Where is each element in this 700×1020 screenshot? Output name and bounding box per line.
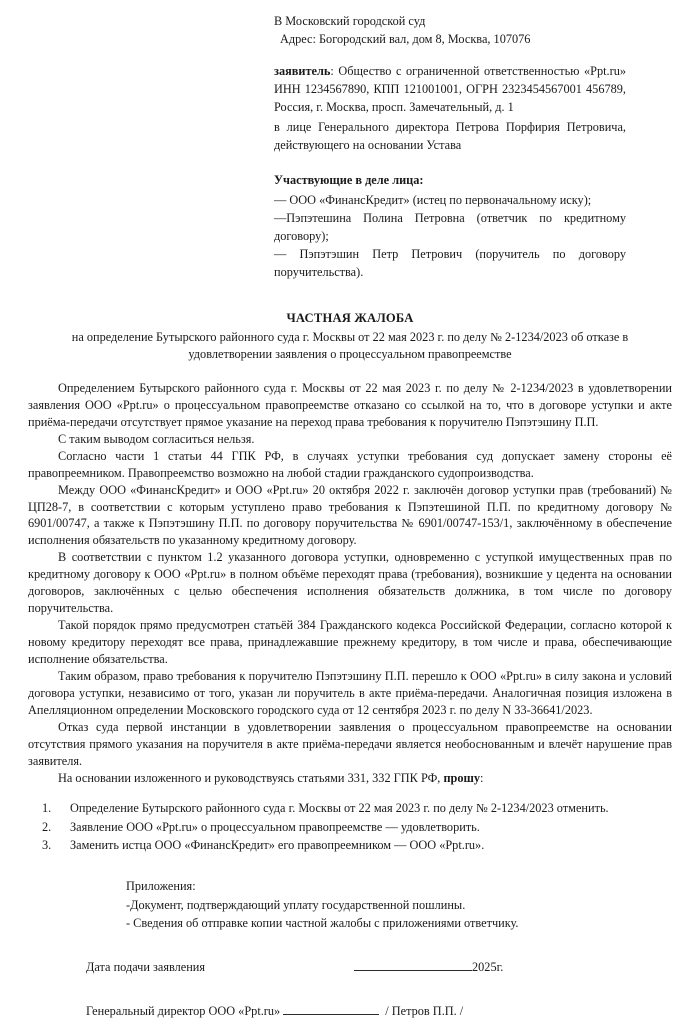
body-paragraph-3: Согласно части 1 статьи 44 ГПК РФ, в случаях уступки требования суд допускает замену стороны её правопреемником. Правопреемство возможно на любой стадии гражданского судопроизводства. bbox=[28, 448, 672, 480]
court-name: В Московский городской суд bbox=[274, 14, 426, 28]
list-item bbox=[42, 836, 672, 855]
document-header bbox=[274, 0, 626, 281]
signature-date-label: Дата подачи заявления bbox=[86, 960, 206, 975]
body-paragraph-1: Определением Бутырского районного суда г. Москвы от 22 мая 2023 г. по делу № 2-1234/2023 в удовлетворении заявления ООО «Ppt.ru» о процессуальном правопреемстве отказано со ссылкой на то, что в договоре уступки и акте приёма-передачи отсутствует прямое указание на переход права требования к поручителю Пэпэтэшину П.П. bbox=[28, 380, 672, 429]
attachments-block bbox=[126, 877, 672, 933]
applicant-details: : Общество с ограниченной ответственностью «Ppt.ru» ИНН 1234567890, КПП 121001001, ОГРН 2323454567001 456789, Россия, г. Москва, просп. Замечательный, д. 1 bbox=[274, 64, 626, 115]
claim-number: 1. bbox=[42, 800, 52, 815]
signatory-name: / Петров П.П. / bbox=[385, 1004, 464, 1019]
body-paragraph-7: Таким образом, право требования к поручителю Пэпэтэшину П.П. перешло к ООО «Ppt.ru» в силу закона и условий договора уступки, независимо от того, указан ли поручитель в акте приёма-передачи. Аналогичная позиция изложена в Апелляционном определении Московского городского суда от 12 сентября 2023 г. по делу N 33-36641/2023. bbox=[28, 669, 672, 718]
applicant-director: в лице Генерального директора Петрова Порфирия Петровича, действующего на основании Устава bbox=[274, 120, 626, 153]
list-item bbox=[42, 799, 672, 818]
party-item: — Пэпэтэшин Петр Петрович (поручитель по договору поручительства). bbox=[274, 246, 626, 279]
date-blank-line bbox=[354, 960, 472, 971]
claim-text: Заменить истца ООО «ФинансКредит» его правопреемником — ООО «Ppt.ru». bbox=[70, 838, 485, 853]
claim-text: Заявление ООО «Ppt.ru» о процессуальном правопреемстве — удовлетворить. bbox=[70, 819, 480, 834]
claim-number: 2. bbox=[42, 819, 52, 834]
body-paragraph-request bbox=[28, 770, 672, 787]
court-address: Адрес: Богородский вал, дом 8, Москва, 107076 bbox=[280, 32, 531, 47]
parties-title: Участвующие в деле лица: bbox=[274, 173, 424, 188]
body-paragraph-5: В соответствии с пунктом 1.2 указанного договора уступки, одновременно с уступкой имущественных прав по кредитному договору к ООО «Ppt.ru» в полном объёме переходят права (требования), возникшие у цедента на основании договоров, заключённых с целью обеспечения исполнения обязательств должника, в том числе по договору поручительства. bbox=[28, 550, 672, 616]
request-prefix: На основании изложенного и руководствуясь статьями 331, 332 ГПК РФ, bbox=[58, 771, 444, 785]
signature-date-row bbox=[86, 959, 672, 977]
signature-date-value bbox=[354, 959, 503, 976]
attachments-title: Приложения: bbox=[126, 879, 196, 894]
attachment-item: -Документ, подтверждающий уплату государственной пошлины. bbox=[126, 897, 466, 912]
signatory-role: Генеральный директор ООО «Ppt.ru» bbox=[86, 1004, 281, 1019]
attachment-item: - Сведения об отправке копии частной жалобы с приложениями ответчику. bbox=[126, 916, 519, 931]
signature-blank-line bbox=[283, 1004, 379, 1015]
body-paragraph-2: С таким выводом согласиться нельзя. bbox=[58, 431, 255, 446]
claim-text: Определение Бутырского районного суда г. Москвы от 22 мая 2023 г. по делу № 2-1234/2023 отменить. bbox=[70, 800, 609, 815]
party-item: — ООО «ФинансКредит» (истец по первоначальному иску); bbox=[274, 192, 592, 207]
party-item: —Пэпэтешина Полина Петровна (ответчик по кредитному договору); bbox=[274, 210, 626, 243]
signature-row bbox=[86, 1003, 672, 1020]
request-keyword: прошу bbox=[443, 771, 481, 785]
list-item bbox=[42, 818, 672, 837]
document-title: ЧАСТНАЯ ЖАЛОБА bbox=[286, 310, 414, 325]
signature-year: 2025г. bbox=[472, 960, 504, 975]
body-paragraph-8: Отказ суда первой инстанции в удовлетворении заявления о процессуальном правопреемстве на основании отсутствия прямого указания на поручителя в акте приёма-передачи является необоснованным и влечёт нарушение прав заявителя. bbox=[28, 720, 672, 769]
applicant-block bbox=[274, 62, 626, 116]
body-paragraph-6: Такой порядок прямо предусмотрен статьёй 384 Гражданского кодекса Российской Федерации, согласно которой к новому кредитору переходят все права, принадлежавшие прежнему кредитору, в том числе и права, обеспечивающие исполнение обязательства. bbox=[28, 618, 672, 667]
parties-block bbox=[274, 171, 626, 280]
claim-number: 3. bbox=[42, 838, 52, 853]
claims-list bbox=[28, 799, 672, 855]
body-paragraph-4: Между ООО «ФинансКредит» и ООО «Ppt.ru» 20 октября 2022 г. заключён договор уступки прав (требований) № ЦП28-7, в соответствии с которым уступлено право требования к Пэпэтешиной П.П. по кредитному договору № 6901/00747, а также к Пэпэтэшину П.П. по договору поручительства № 6901/00747-153/1, заключённому в обеспечение исполнения обязательств по указанному кредитному договору. bbox=[28, 482, 672, 548]
document-subtitle: на определение Бутырского районного суда г. Москвы от 22 мая 2023 г. по делу № 2-1234/2023 об отказе в удовлетворении заявления о процессуальном правопреемстве bbox=[71, 329, 629, 362]
document-body bbox=[28, 380, 672, 1020]
applicant-label: заявитель bbox=[274, 64, 331, 79]
request-suffix: : bbox=[480, 771, 484, 785]
